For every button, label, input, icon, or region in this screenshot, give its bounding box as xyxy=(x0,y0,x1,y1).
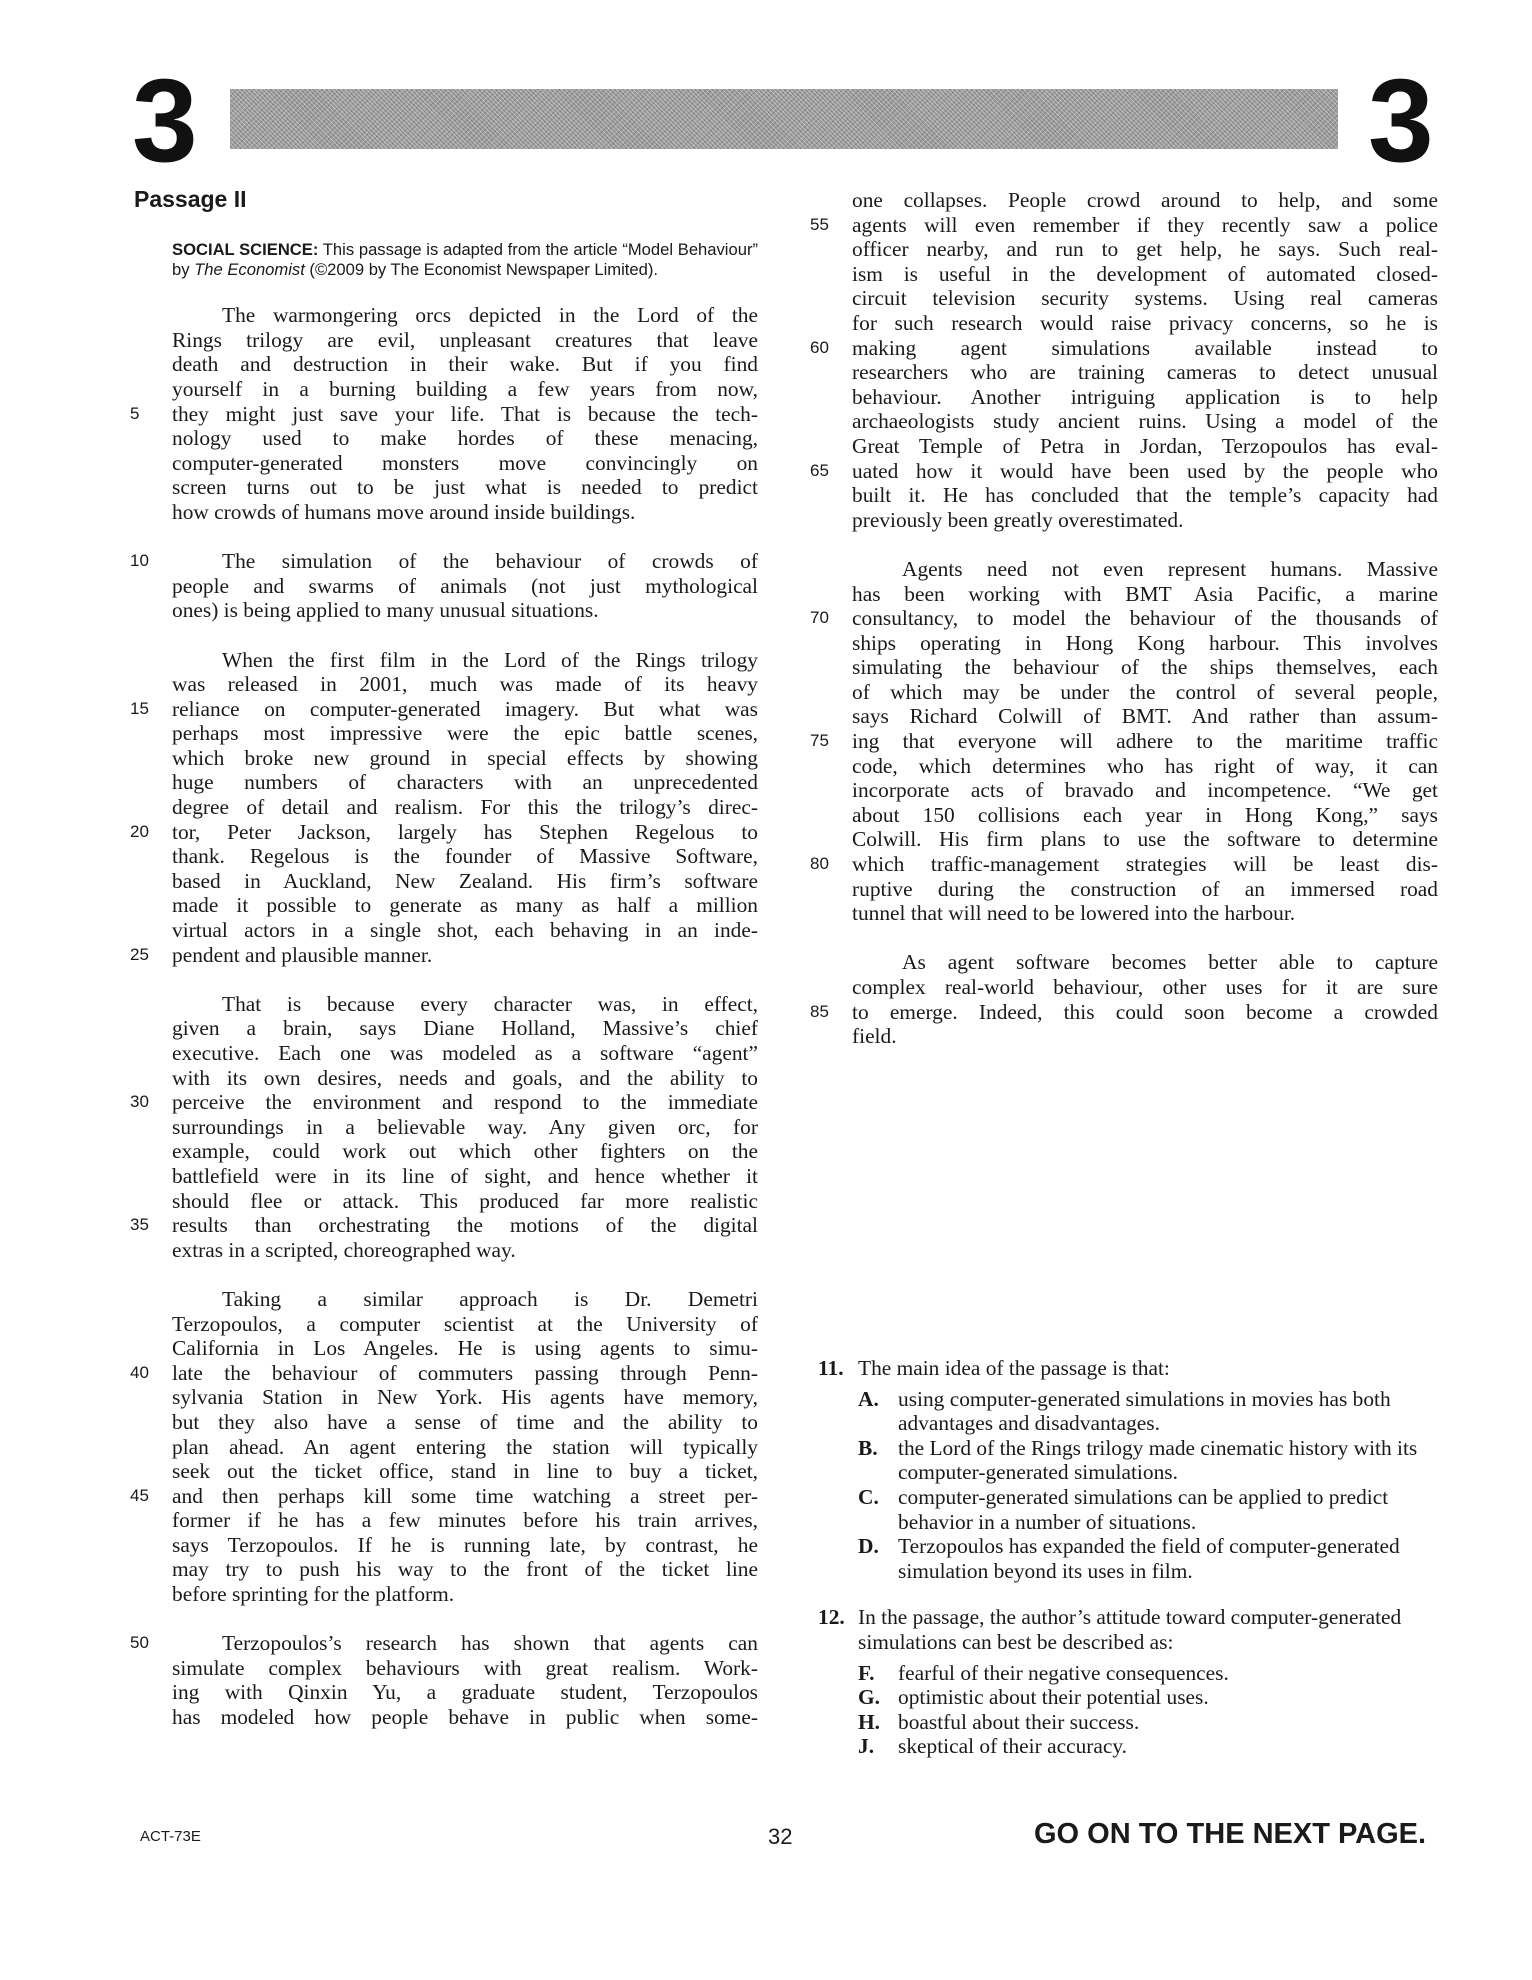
text-line xyxy=(810,729,1438,754)
answer-option[interactable] xyxy=(858,1436,1438,1485)
answer-option[interactable] xyxy=(858,1734,1438,1759)
left-paragraphs xyxy=(130,303,758,1730)
text-line xyxy=(172,746,758,771)
line-text: made it possible to generate as many as half a million xyxy=(172,893,758,918)
passage-right-column xyxy=(810,188,1438,1073)
text-line xyxy=(130,696,758,722)
line-text: which broke new ground in special effects by showing xyxy=(172,745,758,770)
text-line xyxy=(852,754,1438,779)
option-letter: H. xyxy=(858,1709,880,1734)
right-paragraphs xyxy=(810,188,1438,1049)
line-text: virtual actors in a single shot, each behaving in an inde- xyxy=(172,918,758,943)
text-line xyxy=(130,549,758,574)
line-text: incorporate acts of bravado and incompetence. “We get xyxy=(852,778,1438,803)
line-text: simulating the behaviour of the ships themselves, each xyxy=(852,655,1438,680)
line-text: As agent software becomes better able to capture xyxy=(902,950,1438,975)
text-line xyxy=(852,975,1438,1000)
line-text: of which may be under the control of several people, xyxy=(852,679,1438,704)
text-line xyxy=(172,1705,758,1730)
line-text: ships operating in Hong Kong harbour. This involves xyxy=(852,630,1438,655)
line-text: Colwill. His firm plans to use the software to determine xyxy=(852,827,1438,852)
line-text: how crowds of humans move around inside buildings. xyxy=(172,499,636,524)
text-line xyxy=(852,631,1438,656)
line-text: about 150 collisions each year in Hong Kong,” says xyxy=(852,802,1438,827)
line-text: former if he has a few minutes before his train arrives, xyxy=(172,1508,758,1533)
text-line xyxy=(172,303,758,328)
text-line xyxy=(852,557,1438,582)
option-letter: J. xyxy=(858,1734,875,1759)
question-text: The main idea of the passage is that: xyxy=(858,1356,1170,1380)
question-number: 12. xyxy=(818,1605,845,1630)
passage-source-note xyxy=(172,240,758,279)
text-line xyxy=(172,1164,758,1189)
text-line xyxy=(810,999,1438,1025)
text-line xyxy=(852,311,1438,336)
line-text: surroundings in a believable way. Any given orc, for xyxy=(172,1114,758,1139)
text-line xyxy=(852,409,1438,434)
text-line xyxy=(172,648,758,673)
text-line xyxy=(852,655,1438,680)
line-text: When the first film in the Lord of the Rings trilogy xyxy=(222,647,758,672)
line-text: previously been greatly overestimated. xyxy=(852,507,1184,532)
paragraph xyxy=(130,1631,758,1730)
line-number: 65 xyxy=(810,460,829,480)
line-text: for such research would raise privacy concerns, so he is xyxy=(852,310,1438,335)
line-text: consultancy, to model the behaviour of the thousands of xyxy=(852,606,1438,631)
text-line xyxy=(852,877,1438,902)
section-header-band xyxy=(230,89,1338,149)
line-text: with its own desires, needs and goals, and the ability to xyxy=(172,1065,758,1090)
text-line xyxy=(130,401,758,427)
line-text: results than orchestrating the motions of the digital xyxy=(172,1213,758,1238)
line-text: may try to push his way to the front of the ticket line xyxy=(172,1557,758,1582)
text-line xyxy=(130,1090,758,1115)
text-line xyxy=(852,950,1438,975)
line-text: tor, Peter Jackson, largely has Stephen Regelous to xyxy=(172,819,758,844)
text-line xyxy=(172,574,758,599)
line-text: Great Temple of Petra in Jordan, Terzopoulos has eval- xyxy=(852,433,1438,458)
text-line xyxy=(172,770,758,795)
line-number: 15 xyxy=(130,698,149,718)
answer-option[interactable] xyxy=(858,1485,1438,1534)
answer-options xyxy=(818,1661,1438,1759)
text-line xyxy=(172,1680,758,1705)
line-number: 20 xyxy=(130,821,149,841)
paragraph xyxy=(810,556,1438,926)
text-line xyxy=(130,1360,758,1386)
option-text: optimistic about their potential uses. xyxy=(898,1685,1209,1710)
line-text: says Richard Colwill of BMT. And rather than assum- xyxy=(852,704,1438,729)
line-text: pendent and plausible manner. xyxy=(172,942,433,967)
text-line xyxy=(852,286,1438,311)
text-line xyxy=(130,1483,758,1509)
line-number: 10 xyxy=(130,551,149,571)
line-text: thank. Regelous is the founder of Massive Software, xyxy=(172,844,758,869)
text-line xyxy=(852,827,1438,852)
text-line xyxy=(172,500,758,525)
paragraph xyxy=(130,647,758,968)
line-text: ism is useful in the development of automated closed- xyxy=(852,261,1438,286)
text-line xyxy=(852,385,1438,410)
text-line xyxy=(172,1557,758,1582)
text-line xyxy=(172,426,758,451)
question xyxy=(818,1605,1438,1759)
line-text: and then perhaps kill some time watching a street per- xyxy=(172,1483,758,1508)
answer-option[interactable] xyxy=(858,1710,1438,1735)
option-letter: B. xyxy=(858,1435,878,1460)
line-text: agents will even remember if they recently saw a police xyxy=(852,212,1438,237)
source-publication: The Economist xyxy=(194,259,305,279)
text-line xyxy=(130,942,758,968)
line-text: code, which determines who has right of way, it can xyxy=(852,753,1438,778)
answer-option[interactable] xyxy=(858,1387,1438,1436)
paragraph xyxy=(130,1286,758,1607)
option-letter: F. xyxy=(858,1660,875,1685)
text-line xyxy=(172,1287,758,1312)
line-text: has been working with BMT Asia Pacific, a marine xyxy=(852,581,1438,606)
section-number-left: 3 xyxy=(132,55,198,187)
text-line xyxy=(852,262,1438,287)
text-line xyxy=(172,1238,758,1263)
option-text: computer-generated simulations can be applied to predict behavior in a number of situations. xyxy=(898,1484,1389,1534)
text-line xyxy=(172,1459,758,1484)
page-number: 32 xyxy=(768,1824,793,1849)
question xyxy=(818,1356,1438,1583)
line-text: screen turns out to be just what is needed to predict xyxy=(172,475,758,500)
text-line xyxy=(172,1312,758,1337)
line-text: sylvania Station in New York. His agents have memory, xyxy=(172,1385,758,1410)
text-line xyxy=(810,212,1438,238)
line-number: 25 xyxy=(130,944,149,964)
text-line xyxy=(172,1041,758,1066)
text-line xyxy=(852,237,1438,262)
text-line xyxy=(172,1066,758,1091)
line-text: has modeled how people behave in public when some- xyxy=(172,1705,758,1730)
text-line xyxy=(172,1139,758,1164)
text-line xyxy=(172,869,758,894)
text-line xyxy=(172,475,758,500)
answer-option[interactable] xyxy=(858,1685,1438,1710)
line-text: tunnel that will need to be lowered into the harbour. xyxy=(852,901,1296,926)
text-line xyxy=(172,1115,758,1140)
line-number: 40 xyxy=(130,1362,149,1382)
paragraph xyxy=(130,549,758,623)
paragraph xyxy=(810,950,1438,1049)
text-line xyxy=(852,778,1438,803)
line-text: reliance on computer-generated imagery. But what was xyxy=(172,696,758,721)
text-line xyxy=(852,508,1438,533)
text-line xyxy=(852,704,1438,729)
text-line xyxy=(852,901,1438,926)
passage-label: Passage II xyxy=(134,186,247,212)
text-line xyxy=(852,360,1438,385)
text-line xyxy=(130,819,758,845)
line-text: given a brain, says Diane Holland, Massive’s chief xyxy=(172,1016,758,1041)
line-text: battlefield were in its line of sight, and hence whether it xyxy=(172,1163,758,1188)
line-text: before sprinting for the platform. xyxy=(172,1582,455,1607)
line-number: 35 xyxy=(130,1215,149,1235)
question-stem xyxy=(818,1356,1438,1381)
line-text: field. xyxy=(852,1024,897,1049)
line-text: huge numbers of characters with an unprecedented xyxy=(172,770,758,795)
line-text: officer nearby, and run to get help, he says. Such real- xyxy=(852,237,1438,262)
text-line xyxy=(172,918,758,943)
paragraph xyxy=(130,991,758,1263)
option-text: using computer-generated simulations in movies has both advantages and disadvantages. xyxy=(898,1386,1391,1436)
text-line xyxy=(810,852,1438,877)
line-text: circuit television security systems. Using real cameras xyxy=(852,286,1438,311)
line-text: complex real-world behaviour, other uses for it are sure xyxy=(852,975,1438,999)
line-text: people and swarms of animals (not just mythological xyxy=(172,573,758,598)
text-line xyxy=(852,803,1438,828)
text-line xyxy=(172,352,758,377)
line-text: ing that everyone will adhere to the maritime traffic xyxy=(852,729,1438,754)
line-text: degree of detail and realism. For this the trilogy’s direc- xyxy=(172,795,758,820)
line-text: making agent simulations available instead to xyxy=(852,335,1438,360)
line-text: Terzopoulos’s research has shown that agents can xyxy=(222,1631,758,1656)
answer-options xyxy=(818,1387,1438,1584)
text-line xyxy=(172,451,758,476)
text-line xyxy=(172,1582,758,1607)
line-text: Agents need not even represent humans. Massive xyxy=(902,556,1438,581)
line-text: California in Los Angeles. He is using agents to simu- xyxy=(172,1336,758,1361)
line-number: 55 xyxy=(810,214,829,234)
line-text: was released in 2001, much was made of its heavy xyxy=(172,672,758,697)
line-text: death and destruction in their wake. But if you find xyxy=(172,352,758,377)
text-line xyxy=(172,1435,758,1460)
line-text: perceive the environment and respond to the immediate xyxy=(172,1090,758,1115)
line-text: should flee or attack. This produced far more realistic xyxy=(172,1188,758,1213)
line-text: Terzopoulos, a computer scientist at the University of xyxy=(172,1311,758,1336)
answer-option[interactable] xyxy=(858,1661,1438,1686)
question-stem xyxy=(818,1605,1438,1654)
text-line xyxy=(852,1024,1438,1049)
text-line xyxy=(172,672,758,697)
line-text: researchers who are training cameras to detect unusual xyxy=(852,360,1438,385)
text-line xyxy=(172,1385,758,1410)
line-number: 5 xyxy=(130,403,140,423)
line-text: late the behaviour of commuters passing through Penn- xyxy=(172,1360,758,1385)
line-text: to emerge. Indeed, this could soon become a crowded xyxy=(852,999,1438,1024)
line-number: 45 xyxy=(130,1485,149,1505)
text-line xyxy=(172,1410,758,1435)
passage-left-column xyxy=(130,212,758,1754)
source-text-before: This passage is adapted from the article “Model Behaviour” by xyxy=(172,240,758,279)
line-text: based in Auckland, New Zealand. His firm’s software xyxy=(172,868,758,893)
line-text: Rings trilogy are evil, unpleasant creatures that leave xyxy=(172,327,758,352)
line-text: says Terzopoulos. If he is running late, by contrast, he xyxy=(172,1532,758,1557)
line-text: The simulation of the behaviour of crowds of xyxy=(222,549,758,574)
text-line xyxy=(130,1631,758,1656)
go-on-next-page: GO ON TO THE NEXT PAGE. xyxy=(1034,1818,1427,1850)
question-text: In the passage, the author’s attitude toward computer-generated simulations can best be described as: xyxy=(858,1605,1402,1654)
option-text: skeptical of their accuracy. xyxy=(898,1734,1128,1759)
text-line xyxy=(810,606,1438,631)
text-line xyxy=(172,1336,758,1361)
line-text: nology used to make hordes of these menacing, xyxy=(172,426,758,451)
line-text: they might just save your life. That is because the tech- xyxy=(172,401,758,426)
line-text: one collapses. People crowd around to help, and some xyxy=(852,188,1438,212)
line-number: 75 xyxy=(810,731,829,751)
line-text: example, could work out which other fighters on the xyxy=(172,1139,758,1164)
option-text: fearful of their negative consequences. xyxy=(898,1660,1229,1685)
text-line xyxy=(172,893,758,918)
text-line xyxy=(172,992,758,1017)
text-line xyxy=(130,1213,758,1238)
form-code: ACT-73E xyxy=(140,1828,201,1845)
option-text: boastful about their success. xyxy=(898,1709,1140,1734)
line-text: extras in a scripted, choreographed way. xyxy=(172,1237,516,1262)
line-text: uated how it would have been used by the people who xyxy=(852,458,1438,483)
line-number: 80 xyxy=(810,854,829,874)
option-text: the Lord of the Rings trilogy made cinematic history with its computer-generated simulations. xyxy=(898,1435,1418,1485)
text-line xyxy=(172,1016,758,1041)
text-line xyxy=(172,795,758,820)
line-number: 30 xyxy=(130,1092,149,1112)
line-number: 85 xyxy=(810,1001,829,1021)
text-line xyxy=(172,721,758,746)
text-line xyxy=(852,434,1438,459)
text-line xyxy=(172,598,758,623)
text-line xyxy=(172,377,758,402)
source-genre: SOCIAL SCIENCE: xyxy=(172,240,319,259)
text-line xyxy=(172,328,758,353)
line-text: archaeologists study ancient ruins. Using a model of the xyxy=(852,409,1438,434)
line-number: 70 xyxy=(810,608,829,628)
text-line xyxy=(810,458,1438,484)
text-line xyxy=(172,1508,758,1533)
line-text: built it. He has concluded that the temple’s capacity had xyxy=(852,483,1438,508)
line-text: Taking a similar approach is Dr. Demetri xyxy=(222,1286,758,1311)
line-text: executive. Each one was modeled as a software “agent” xyxy=(172,1041,758,1065)
section-number-right: 3 xyxy=(1368,55,1434,187)
text-line xyxy=(852,188,1438,213)
option-letter: A. xyxy=(858,1386,879,1411)
text-line xyxy=(172,844,758,869)
text-line xyxy=(810,335,1438,361)
line-text: ruptive during the construction of an immersed road xyxy=(852,876,1438,901)
line-number: 50 xyxy=(130,1633,149,1653)
questions-block xyxy=(818,1356,1438,1781)
line-text: but they also have a sense of time and the ability to xyxy=(172,1409,758,1434)
line-number: 60 xyxy=(810,337,829,357)
text-line xyxy=(172,1189,758,1214)
option-letter: G. xyxy=(858,1685,880,1710)
line-text: That is because every character was, in effect, xyxy=(222,991,758,1016)
line-text: which traffic-management strategies will be least dis- xyxy=(852,852,1438,877)
text-line xyxy=(852,680,1438,705)
paragraph xyxy=(130,303,758,524)
option-letter: C. xyxy=(858,1484,879,1509)
option-text: Terzopoulos has expanded the field of computer-generated simulation beyond its uses in film. xyxy=(898,1534,1400,1583)
line-text: simulate complex behaviours with great realism. Work- xyxy=(172,1655,758,1680)
line-text: The warmongering orcs depicted in the Lord of the xyxy=(222,303,758,328)
question-number: 11. xyxy=(818,1356,844,1380)
line-text: perhaps most impressive were the epic battle scenes, xyxy=(172,721,758,746)
line-text: computer-generated monsters move convincingly on xyxy=(172,450,758,475)
line-text: yourself in a burning building a few years from now, xyxy=(172,376,758,401)
line-text: plan ahead. An agent entering the station will typically xyxy=(172,1434,758,1459)
text-line xyxy=(172,1656,758,1681)
line-text: behaviour. Another intriguing application is to help xyxy=(852,384,1438,409)
paragraph xyxy=(810,188,1438,532)
text-line xyxy=(852,483,1438,508)
option-letter: D. xyxy=(858,1534,879,1559)
line-text: ones) is being applied to many unusual situations. xyxy=(172,598,599,623)
source-text-after: (©2009 by The Economist Newspaper Limited). xyxy=(304,259,658,279)
line-text: ing with Qinxin Yu, a graduate student, Terzopoulos xyxy=(172,1680,758,1705)
answer-option[interactable] xyxy=(858,1534,1438,1583)
text-line xyxy=(172,1533,758,1558)
line-text: seek out the ticket office, stand in line to buy a ticket, xyxy=(172,1459,758,1484)
text-line xyxy=(852,582,1438,607)
